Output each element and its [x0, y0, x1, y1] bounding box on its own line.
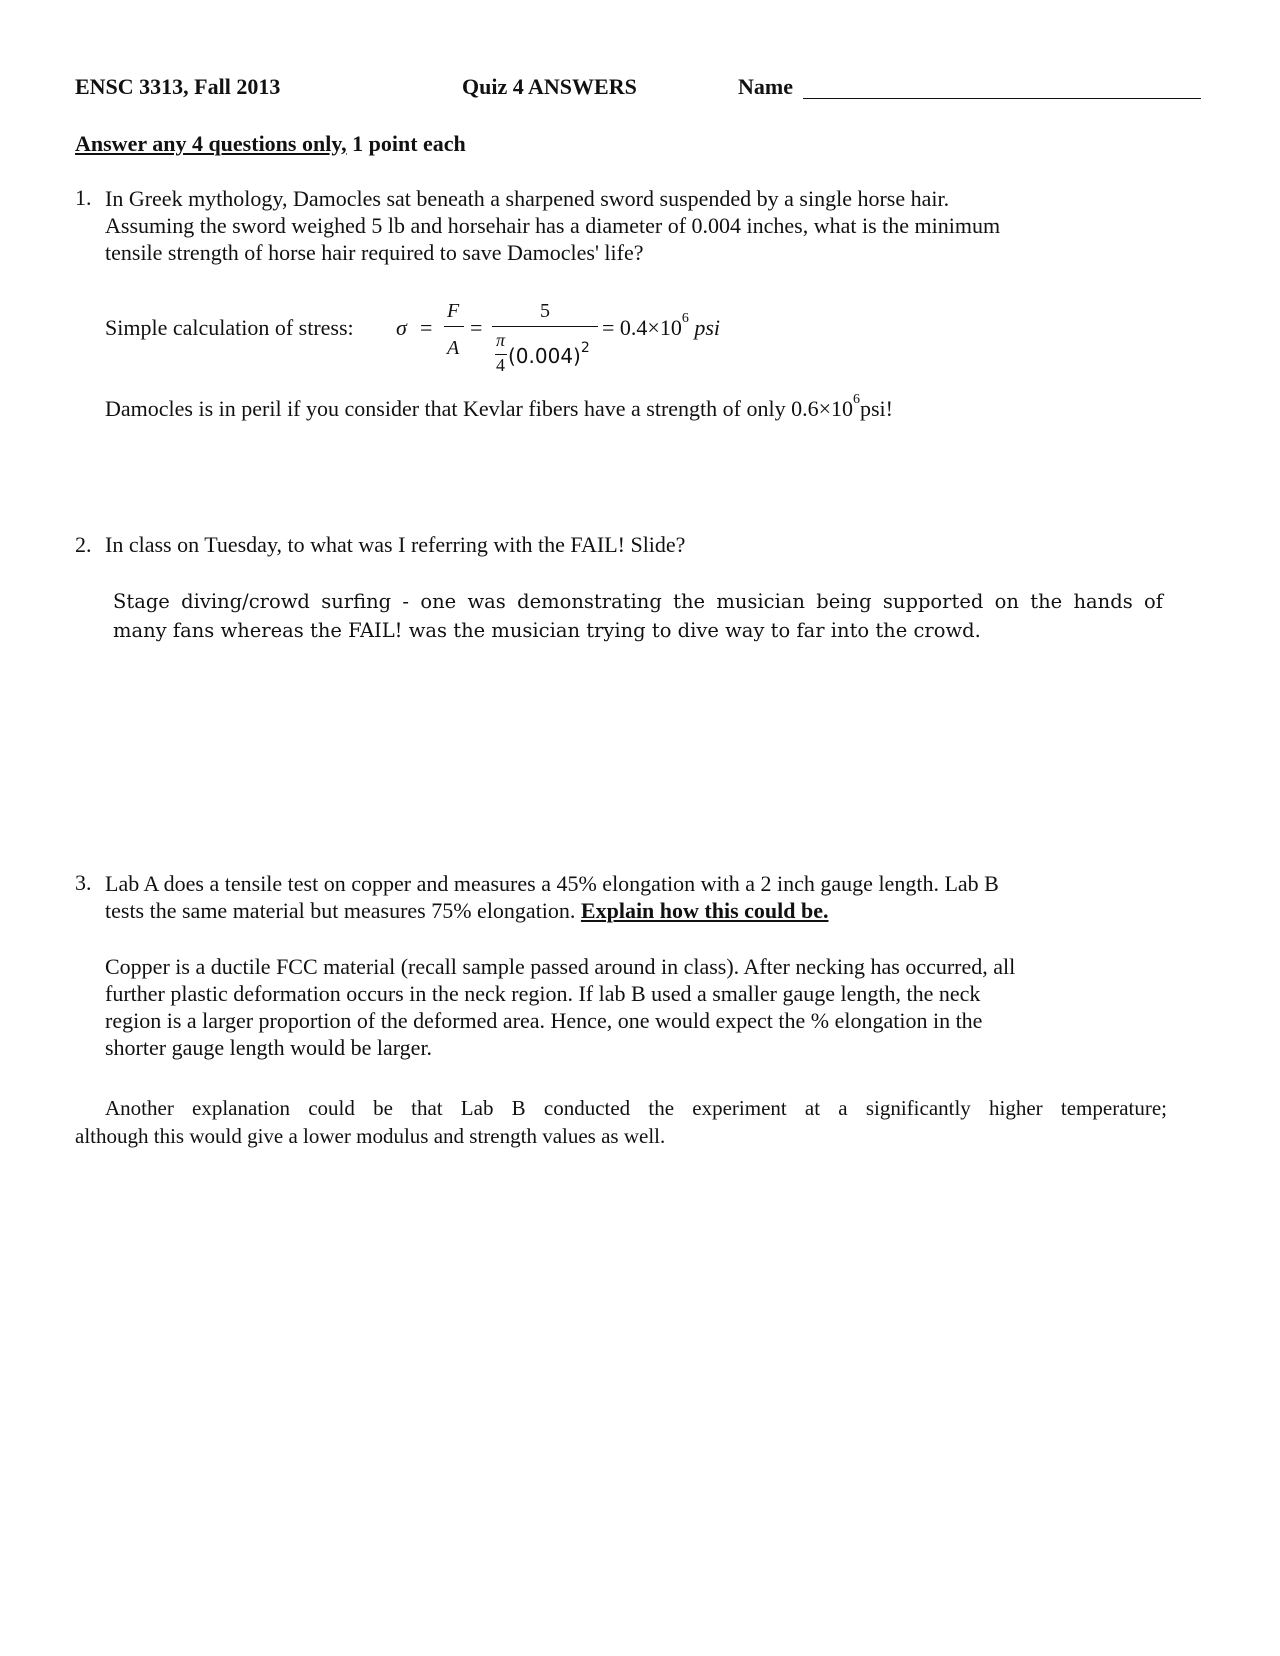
- instructions-underlined: Answer any 4 questions only,: [75, 131, 347, 156]
- q3-answer-line: Copper is a ductile FCC material (recall sample passed around in class). After necking has occurred, all: [105, 954, 1016, 979]
- instructions: [75, 131, 466, 157]
- q2-answer-line: Stage diving/crowd surfing - one was demonstrating the musician being supported on the hands of: [113, 590, 1163, 613]
- q2-answer-line: many fans whereas the FAIL! was the musician trying to dive way to far into the crowd.: [113, 619, 981, 642]
- q3-answer-line: shorter gauge length would be larger.: [105, 1035, 433, 1060]
- force-symbol: F: [447, 300, 460, 322]
- q1-line: Assuming the sword weighed 5 lb and horsehair has a diameter of 0.004 inches, what is the minimum: [105, 213, 1001, 238]
- q3-alt-line: Another explanation could be that Lab B conducted the experiment at a significantly higher temperature;: [105, 1096, 1167, 1120]
- numerator: 5: [540, 300, 550, 322]
- q3-emphasis: Explain how this could be.: [580, 898, 829, 923]
- q1-text: [105, 185, 1000, 266]
- q1-note: Damocles is in peril if you consider that Kevlar fibers have a strength of only $0.6\times 10^6psi$!: [105, 392, 893, 421]
- four: 4: [496, 355, 505, 375]
- q2-question: In class on Tuesday, to what was I referring with the FAIL! Slide?: [105, 532, 686, 557]
- name-label: Name: [738, 74, 793, 99]
- q3-alt-line: although this would give a lower modulus and strength values as well.: [75, 1124, 666, 1148]
- q2-answer: [113, 587, 1163, 645]
- q3-line: Lab A does a tensile test on copper and measures a 45% elongation with a 2 inch gauge length. Lab B: [105, 871, 999, 896]
- equals-sign-2: =: [470, 315, 483, 340]
- area-symbol: A: [447, 337, 460, 359]
- q1-calc-label: Simple calculation of stress:: [105, 315, 354, 340]
- denominator: $(0.004)^2$: [508, 340, 590, 368]
- q3-number: 3.: [75, 870, 92, 895]
- f-over-a-bar: [444, 326, 464, 327]
- q3-answer: [105, 953, 1015, 1061]
- q2-number: 2.: [75, 532, 92, 557]
- q1-number: 1.: [75, 185, 92, 210]
- quiz-title: Quiz 4 ANSWERS: [462, 74, 637, 99]
- instructions-rest: 1 point each: [346, 131, 466, 156]
- course-title: ENSC 3313, Fall 2013: [75, 74, 281, 99]
- q3-text: [105, 870, 999, 924]
- q3-alt-explanation: [75, 1094, 1167, 1150]
- q1-line: tensile strength of horse hair required to save Damocles' life?: [105, 240, 644, 265]
- stress-result: = $0.4\times 10^6$ psi: [602, 311, 721, 340]
- q1-line: In Greek mythology, Damocles sat beneath a sharpened sword suspended by a single horse hair.: [105, 186, 950, 211]
- q3-answer-line: further plastic deformation occurs in the neck region. If lab B used a smaller gauge length, the neck: [105, 981, 981, 1006]
- pi-symbol: π: [496, 330, 506, 350]
- name-blank-line: [803, 98, 1201, 99]
- q3-line: tests the same material but measures 75% elongation. Explain how this could be.: [105, 898, 829, 923]
- fraction-bar: [492, 326, 598, 327]
- q3-answer-line: region is a larger proportion of the deformed area. Hence, one would expect the % elongation in the: [105, 1008, 983, 1033]
- equals-sign: =: [420, 315, 433, 340]
- sigma-symbol: σ: [396, 315, 407, 340]
